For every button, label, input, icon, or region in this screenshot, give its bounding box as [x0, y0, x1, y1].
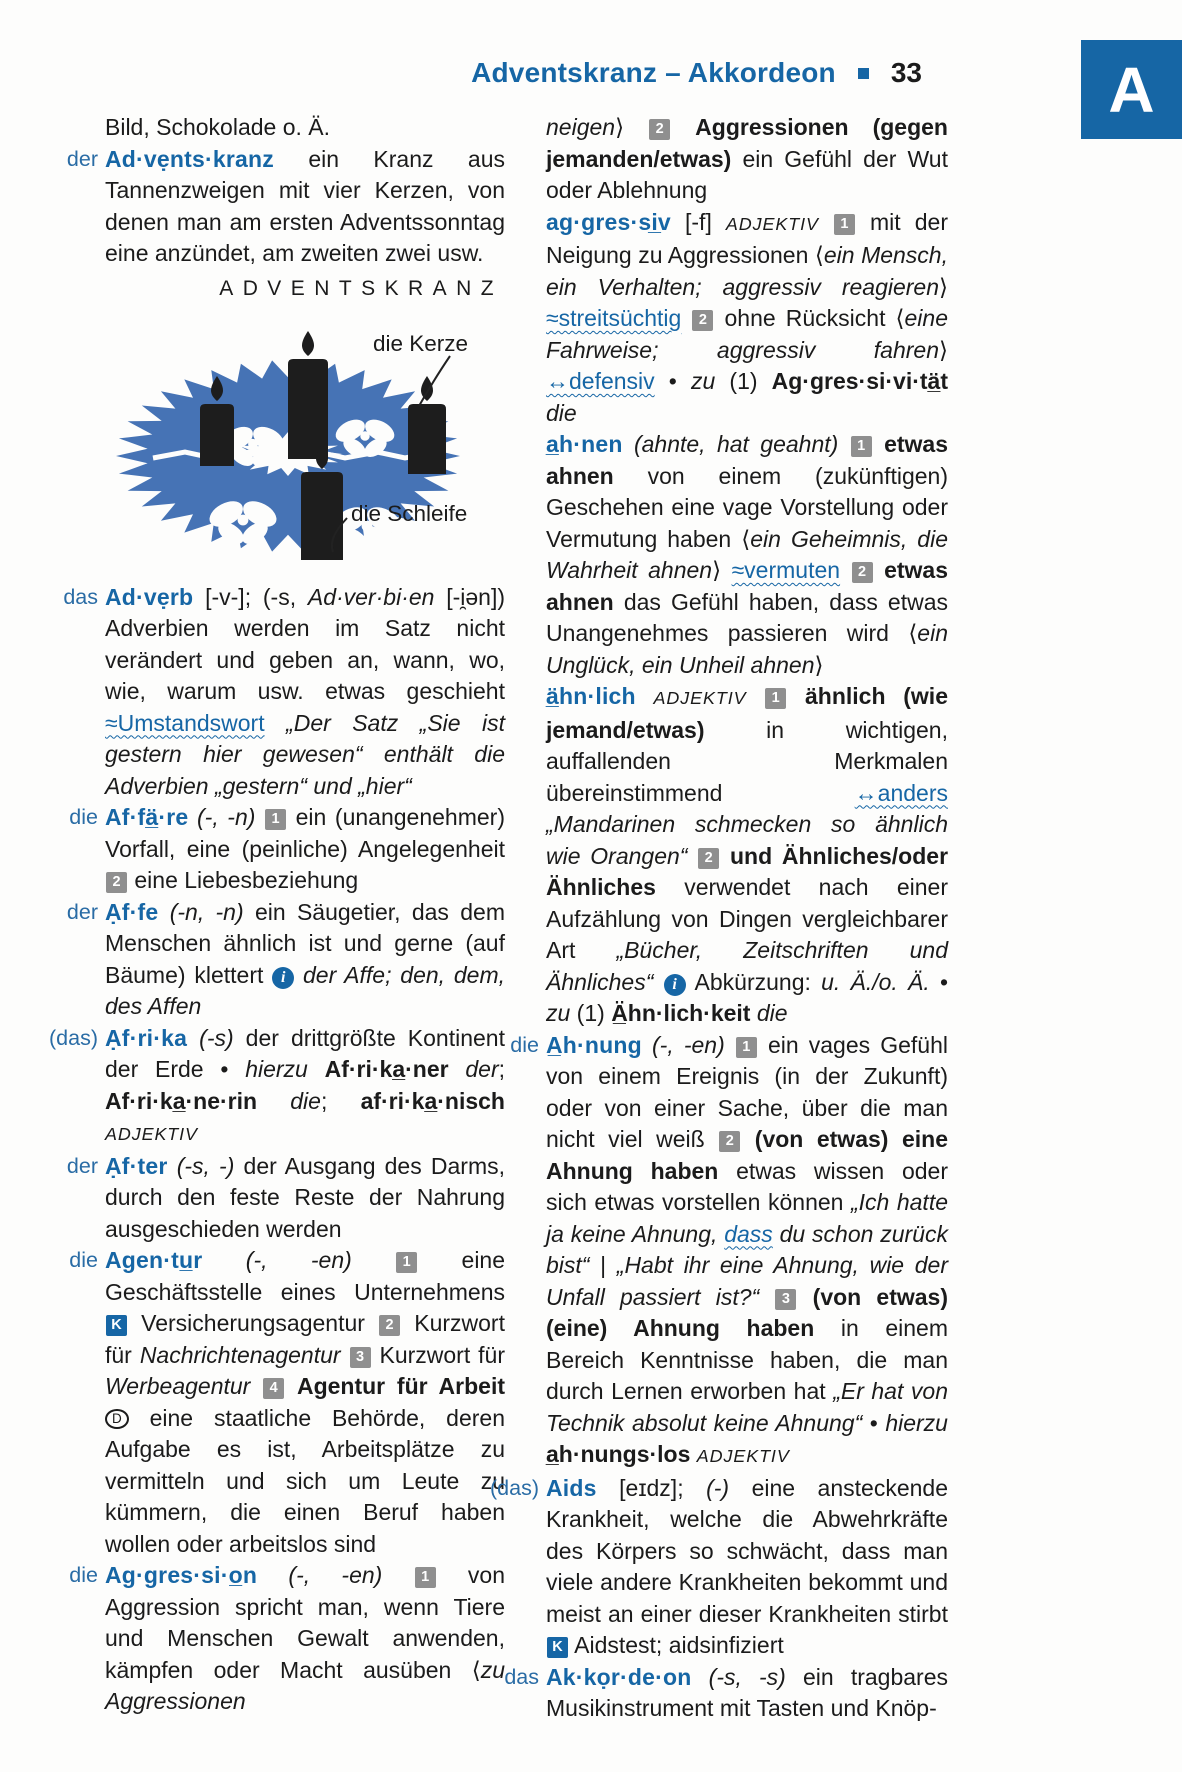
sense-number: 3 — [350, 1347, 371, 1368]
entry-text: eine Liebesbeziehung — [128, 867, 359, 893]
region-marker-d: D — [105, 1409, 129, 1429]
compound-marker-k: K — [106, 1315, 127, 1336]
entry-text — [250, 1373, 262, 1399]
entry-afrika — [49, 1023, 505, 1151]
entry-aids — [490, 1473, 948, 1662]
entry-text: etwas ahnen — [546, 431, 948, 489]
entry-text: „Er hat von Technik absolut keine Ahnung“ — [546, 1378, 948, 1436]
entry-text: zu — [546, 1000, 571, 1026]
column-left — [49, 112, 506, 1718]
entry-text: ; — [320, 1087, 361, 1114]
entry-text — [687, 843, 697, 869]
sense-number: 2 — [852, 562, 873, 583]
entry-text: hierzu — [885, 1409, 948, 1436]
headword: ä̲hn·lich — [546, 683, 636, 709]
cross-reference: dass — [724, 1220, 773, 1247]
column-left-bottom — [49, 582, 506, 1718]
entry-adverb — [63, 582, 505, 803]
headword: Ag·gres·si·o̲n — [105, 1562, 258, 1588]
entry-text: in einem Bereich Kenntnisse haben, die man durch Lernen erworben hat — [546, 1315, 948, 1404]
entry-text: Ad·ver·bi·en — [307, 583, 435, 610]
entry-text: du schon zurück bist“ — [546, 1220, 948, 1278]
figure-label-kerze: die Kerze — [373, 330, 469, 356]
entry-text: Abkürzung: — [685, 968, 822, 995]
entry-text: (-, -en) — [641, 1031, 735, 1058]
entry-text: eine staatliche Behörde, deren Aufgabe es ist, Arbeitsplätze zu vermitteln und sich um Leute zu kümmern, die einen Beruf haben wollen oder arbeitslos sind — [105, 1404, 505, 1557]
entry-text: • — [929, 968, 949, 995]
entry-text: ⟩ — [712, 557, 732, 583]
sense-number: 1 — [265, 809, 286, 830]
entry-text — [746, 683, 764, 709]
info-icon: i — [272, 967, 294, 989]
sense-number: 2 — [379, 1315, 400, 1336]
entry-text: Ä̲hn·lich·keit — [611, 1000, 751, 1026]
entry-text: [-i̯ən]) Adverbien werden im Satz nicht verändert und geben an, wann, wo, wie, warum usw. etwas geschieht — [105, 583, 505, 704]
pos-label: ADJEKTIV — [696, 1446, 790, 1466]
entry-text — [308, 1056, 325, 1082]
article-label: der — [66, 899, 98, 924]
sense-number: 1 — [851, 436, 872, 457]
entry-text: eine ansteckende Krankheit, welche die Abwehrkräfte des Körpers so schwächt, dass man viele andere Krankheiten bekommt und meist an einer dieser Krankheiten stirbt — [546, 1474, 948, 1627]
entry-ahnen — [546, 429, 948, 681]
entry-text: • — [654, 368, 691, 394]
cross-reference: ↔defensiv — [546, 368, 655, 394]
entry-agentur — [69, 1245, 506, 1560]
entry-adventskranz — [66, 144, 505, 270]
entry-text — [787, 683, 805, 709]
entry-text: (-) — [706, 1474, 730, 1501]
sense-number: 2 — [719, 1131, 740, 1152]
article-label: das — [63, 584, 98, 609]
entry-text: eine Geschäftsstelle eines Unternehmens — [105, 1247, 506, 1305]
entry-text: Kurzwort für — [371, 1341, 506, 1368]
entry-text: eine Fahrweise; aggressiv fahren — [546, 305, 948, 363]
sense-number: 2 — [649, 119, 670, 140]
entry-text: zu Aggressionen — [105, 1656, 505, 1714]
entry-text: ein Unglück, ein Unheil ahnen — [546, 620, 948, 678]
entry-text — [741, 1126, 755, 1152]
headword: Ak·kọr·de·on — [546, 1663, 692, 1690]
entry-text: (-, -en) — [202, 1247, 396, 1273]
cross-reference: ↔anders — [854, 779, 948, 806]
entry-text: Aggressionen (gegen jemanden/etwas) — [546, 114, 948, 172]
entry-text: (-s, -s) — [691, 1663, 803, 1690]
article-label: die — [69, 1248, 98, 1272]
entry-text: Kurzwort für — [105, 1310, 505, 1368]
entry-text: u. Ä./o. Ä. — [821, 968, 930, 995]
entry-text: ein vages Gefühl von einem Ereignis (in der Zukunft) oder von einer Sache, über die man nicht viel weiß — [546, 1031, 948, 1152]
entry-text: von Aggression spricht man, wenn Tiere und Menschen Gewalt anwenden, kämpfen oder Macht ausüben ⟨ — [105, 1562, 505, 1683]
entry-text — [636, 683, 654, 709]
sense-number: 1 — [736, 1037, 757, 1058]
headword: Ad·vẹrb — [105, 583, 194, 610]
entry-text: ⟩ — [939, 336, 948, 363]
entry-text: in wichtigen, auffallenden Merkmalen übereinstimmend — [546, 716, 948, 806]
entry-text: die — [750, 1000, 788, 1026]
entry-text: und Ähnliches/oder Ähnliches — [546, 842, 949, 900]
entry-text: neigen — [546, 114, 616, 140]
headword: Aids — [546, 1474, 597, 1501]
entry-text: ⟩ — [814, 651, 824, 678]
page-number: 33 — [890, 57, 922, 88]
entry-text: (ahnte, hat geahnt) — [622, 431, 850, 457]
article-label: (das) — [490, 1475, 539, 1500]
sense-number: 2 — [698, 848, 719, 869]
entry-ahnung — [510, 1030, 949, 1473]
entry-text: (-s, -) — [167, 1152, 244, 1179]
entry-text: ⟩ — [615, 114, 649, 140]
article-label: die — [510, 1032, 539, 1057]
entry-text: „Der Satz „Sie ist gestern hier gewesen“ enthält die Adverbien „gestern“ und „hier“ — [105, 709, 505, 799]
entry-text: a̲h·nungs·los — [546, 1441, 691, 1467]
cross-reference: ≈streitsüchtig — [546, 305, 682, 331]
article-label: die — [69, 805, 98, 829]
entry-text — [840, 557, 851, 583]
entry-text — [797, 1284, 812, 1310]
entry-text: der Affe; den, dem, des Affen — [105, 961, 505, 1019]
entry-affaere — [69, 802, 505, 897]
entry-after — [66, 1151, 505, 1246]
sense-number: 1 — [834, 214, 855, 235]
entry-text: [-f] — [670, 208, 726, 235]
entry-text: der drittgrößte Kontinent der Erde • — [105, 1024, 505, 1082]
entry-aggression — [69, 1560, 505, 1718]
header-separator-square — [858, 68, 869, 79]
entry-text: (1) — [570, 1000, 612, 1026]
entry-text — [819, 209, 833, 235]
adventskranz-figure — [105, 274, 505, 576]
entry-text: Aidstest; aidsinfiziert — [569, 1632, 784, 1658]
pos-label: ADJEKTIV — [105, 1124, 198, 1144]
headword: a̲h·nen — [546, 431, 623, 457]
entry-text — [265, 710, 286, 736]
entry-text: Werbeagentur — [105, 1373, 251, 1399]
entry-aggressiv — [546, 207, 948, 430]
entry-text: Nachrichtenagentur — [139, 1341, 341, 1368]
entry-text — [653, 969, 663, 995]
entry-text: (von etwas) (eine) Ahnung haben — [546, 1283, 949, 1341]
column-right — [490, 112, 949, 1725]
headword: Ạf·ri·ka — [105, 1024, 188, 1051]
entry-aehnlich — [546, 681, 948, 1030]
entry-text: af·ri·ka̲·nisch — [360, 1087, 505, 1114]
entry-affe — [66, 897, 505, 1023]
entry-text — [873, 431, 884, 457]
entry-text — [720, 843, 730, 869]
entry-text: Ag·gres·si·vi·tä̲t — [771, 368, 948, 394]
entry-text: ohne Rücksicht ⟨ — [714, 305, 905, 331]
entry-text: ein Gefühl der Wut oder Ablehnung — [546, 145, 948, 203]
entry-text: (-, -en) — [257, 1562, 414, 1588]
entry-text: von einem (zukünftigen) Geschehen eine vage Vorstellung oder Vermutung haben ⟨ — [546, 462, 948, 552]
sense-number: 1 — [396, 1252, 417, 1273]
entry-text: ; — [498, 1056, 505, 1082]
entry-text: etwas wissen oder sich etwas vorstellen können — [546, 1157, 948, 1215]
entry-text: • — [862, 1409, 886, 1436]
entry-text — [759, 1284, 774, 1310]
adventskranz-illustration — [105, 304, 505, 576]
entry-text: ein (unangenehmer) Vorfall, eine (peinliche) Angelegenheit — [105, 804, 505, 862]
sense-number: 1 — [765, 688, 786, 709]
entry-text: Af·ri·ka̲·ne·rin — [105, 1087, 258, 1114]
entry-text — [294, 962, 303, 988]
headword: Ạf·fe — [105, 898, 159, 925]
entry-text: die — [546, 399, 577, 426]
entry-text: [eɪdz]; — [596, 1474, 707, 1501]
entry-text: Bild, Schokolade o. Ä. — [105, 114, 331, 140]
entry-text — [285, 1373, 297, 1399]
entry-continuation-aggression — [546, 112, 948, 207]
entry-text: „Habt ihr eine Ahnung, wie der Unfall passiert ist?“ — [546, 1252, 949, 1310]
page-header — [0, 57, 922, 89]
entry-text: das Gefühl haben, dass etwas Unangenehmes passieren wird ⟨ — [546, 588, 948, 646]
article-label: die — [69, 1563, 98, 1587]
headword: Af·fä̲·re — [105, 804, 189, 830]
entry-text: „Bücher, Zeitschriften und Ähnliches“ — [546, 937, 949, 995]
article-label: (das) — [49, 1025, 98, 1050]
entry-text: Agentur für Arbeit — [296, 1373, 506, 1399]
sense-number: 2 — [106, 872, 127, 893]
entry-text — [671, 114, 695, 140]
entry-text — [681, 305, 691, 331]
entry-text: mit der Neigung zu Aggressionen ⟨ — [546, 208, 948, 268]
headword: Ạf·ter — [105, 1152, 168, 1179]
entry-text: Versicherungsagentur — [128, 1310, 379, 1336]
headword: ag·gres·si̲v — [546, 208, 671, 235]
headword: Agen·tu̲r — [105, 1247, 203, 1273]
entry-text — [874, 557, 885, 583]
entry-text: Af·ri·ka̲·ner — [324, 1056, 449, 1082]
pos-label: ADJEKTIV — [725, 213, 819, 234]
figure-caption: ADVENTSKRANZ — [219, 276, 503, 300]
sense-number: 4 — [263, 1378, 284, 1399]
entry-text: ein Kranz aus Tannenzweigen mit vier Kerzen, von denen man am ersten Adventssonntag eine anzündet, am zweiten zwei usw. — [105, 145, 505, 266]
column-left-top — [66, 112, 505, 270]
entry-text: (-n, -n) — [158, 898, 255, 925]
compound-marker-k: K — [547, 1637, 568, 1658]
headword: Ad·vẹnts·kranz — [105, 145, 274, 172]
entry-text: [-v-]; (-s, — [193, 583, 308, 610]
headword: A̲h·nung — [546, 1031, 642, 1058]
sense-number: 2 — [692, 310, 713, 331]
entry-text: | — [589, 1252, 617, 1278]
entry-akkordeon — [504, 1662, 949, 1725]
cross-reference: ≈Umstandswort — [105, 709, 265, 736]
entry-text: ein Säugetier, das dem Menschen ähnlich ist und gerne (auf Bäume) klettert — [105, 898, 505, 988]
entry-text: ⟩ — [939, 273, 948, 300]
entry-text: (1) — [715, 368, 772, 394]
entry-text: „Mandarinen schmecken so ähnlich wie Orangen“ — [546, 811, 948, 869]
cross-reference: ≈vermuten — [731, 557, 841, 583]
header-word-range: Adventskranz – Akkordeon — [471, 57, 836, 88]
entry-text — [341, 1342, 349, 1368]
article-label: der — [66, 146, 98, 171]
entry-text: etwas ahnen — [546, 557, 948, 615]
entry-text: ähnlich (wie jemand/etwas) — [546, 683, 948, 743]
sense-number: 3 — [775, 1289, 796, 1310]
article-label: das — [504, 1664, 539, 1689]
sense-number: 1 — [415, 1567, 436, 1588]
entry-text: (von etwas) eine Ahnung haben — [546, 1126, 948, 1184]
entry-continuation-adventskalender — [105, 112, 505, 144]
info-icon: i — [664, 974, 686, 996]
entry-text: (-s) — [187, 1024, 246, 1051]
entry-text: der Ausgang des Darms, durch den feste Reste der Nahrung ausgeschieden werden — [105, 1152, 505, 1242]
entry-text: verwendet nach einer Aufzählung von Dingen vergleichbarer Art — [546, 874, 948, 963]
entry-text: zu — [690, 368, 716, 394]
article-label: der — [66, 1153, 98, 1178]
entry-text: „Ich hatte ja keine Ahnung, — [546, 1189, 949, 1247]
entry-text: ein tragbares Musikinstrument mit Tasten und Knöp- — [546, 1663, 949, 1721]
entry-text: hierzu — [245, 1056, 308, 1082]
entry-text: ein Mensch, ein Verhalten; aggressiv reagieren — [546, 242, 948, 300]
figure-label-schleife: die Schleife — [351, 500, 468, 526]
letter-tab: A — [1081, 40, 1182, 139]
pos-label: ADJEKTIV — [653, 688, 747, 708]
entry-text: (-, -n) — [188, 804, 265, 830]
entry-text: der — [448, 1056, 499, 1082]
entry-text: ein Geheimnis, die Wahrheit ahnen — [546, 525, 948, 583]
entry-text: die — [257, 1087, 321, 1114]
